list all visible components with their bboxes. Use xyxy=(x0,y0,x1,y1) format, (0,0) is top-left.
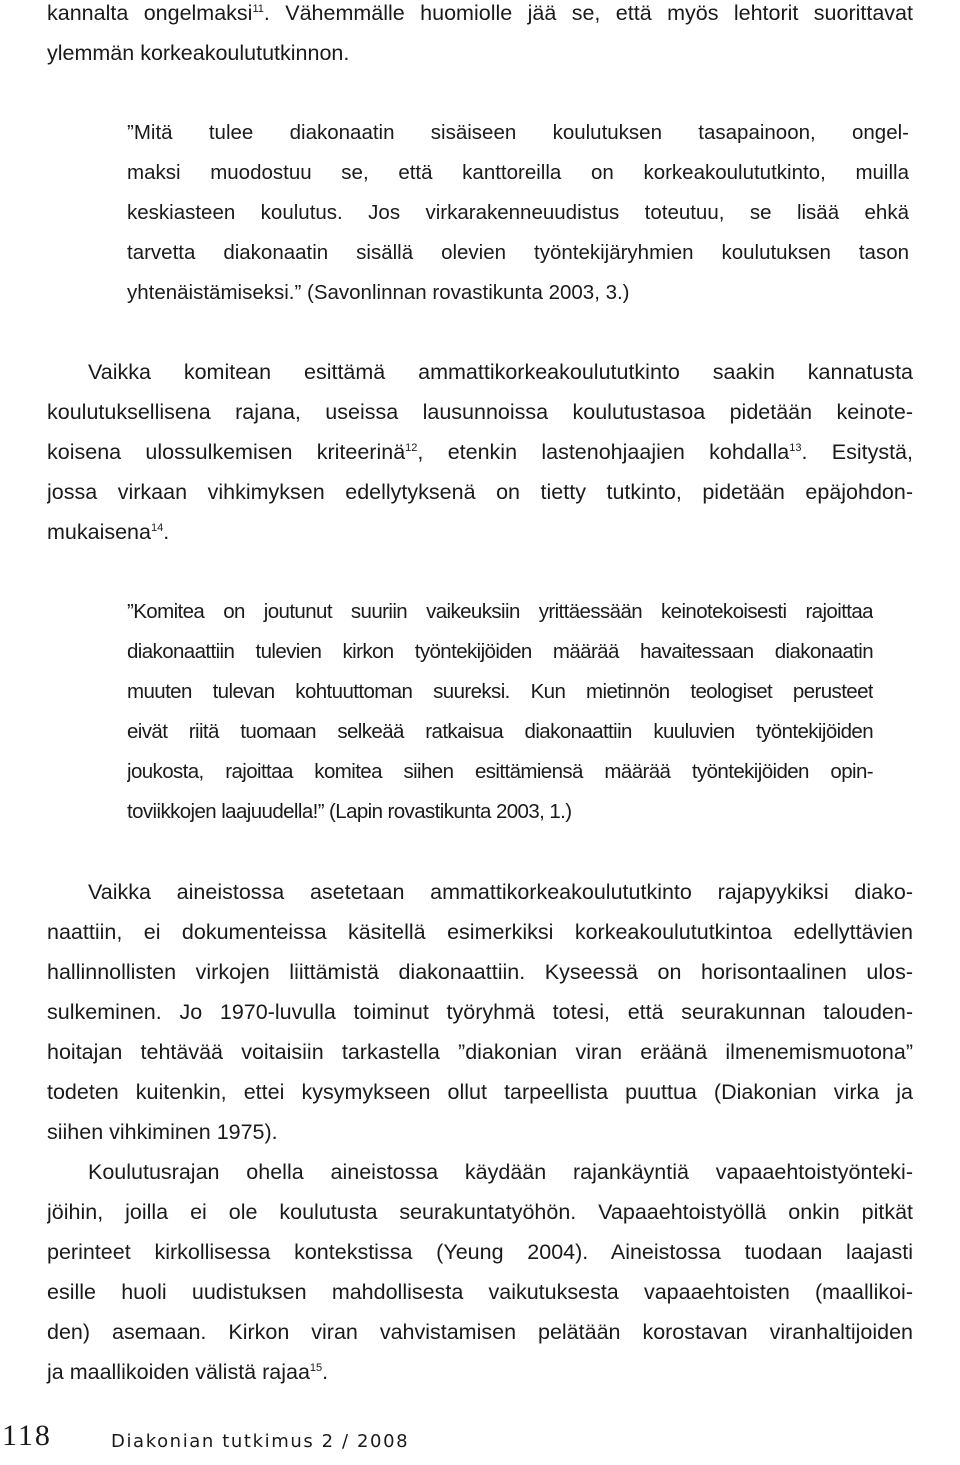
quote-line: maksi muodostuu se, että kanttoreilla on korkeakoulututkinto, muilla xyxy=(127,161,909,184)
paragraph-line: perinteet kirkollisessa kontekstissa (Yeung 2004). Aineistossa tuodaan laajasti xyxy=(47,1240,913,1264)
quote-line: tarvetta diakonaatin sisällä olevien työntekijäryhmien koulutuksen tason xyxy=(127,241,909,264)
quote-line: eivät riitä tuomaan selkeää ratkaisua diakonaattiin kuuluvien työntekijöiden xyxy=(127,720,873,743)
text-run: ja maallikoiden välistä rajaa xyxy=(47,1360,310,1384)
paragraph-line: jöihin, joilla ei ole koulutusta seurakuntatyöhön. Vapaaehtoistyöllä onkin pitkät xyxy=(47,1200,913,1224)
text-run: kannalta ongelmaksi xyxy=(47,1,253,25)
paragraph-line: jossa virkaan vihkimyksen edellytyksenä on tietty tutkinto, pidetään epäjohdon- xyxy=(47,480,913,504)
text-run: . xyxy=(322,1360,329,1384)
page-number: 118 xyxy=(2,1419,52,1452)
paragraph-line: koulutuksellisena rajana, useissa lausunnoissa koulutustasoa pidetään keinote- xyxy=(47,400,913,424)
text-run: , etenkin lastenohjaajien kohdalla xyxy=(417,440,790,464)
text-run: koisena ulossulkemisen kriteerinä xyxy=(47,440,406,464)
quote-line: yhtenäistämiseksi.” (Savonlinnan rovastikunta 2003, 3.) xyxy=(127,281,630,304)
footnote-ref: 11 xyxy=(252,2,264,15)
paragraph-line xyxy=(47,0,913,33)
paragraph-line: Vaikka aineistossa asetetaan ammattikorkeakoulututkinto rajapyykiksi diako- xyxy=(88,880,913,904)
text-run: . xyxy=(163,520,170,544)
paragraph-line: naattiin, ei dokumenteissa käsitellä esimerkiksi korkeakoulututkintoa edellyttävien xyxy=(47,920,913,944)
paragraph-line: siihen vihkiminen 1975). xyxy=(47,1120,278,1144)
quote-line: joukosta, rajoittaa komitea siihen esittämiensä määrää työntekijöiden opin- xyxy=(127,760,873,783)
journal-title: Diakonian tutkimus 2 / 2008 xyxy=(111,1431,410,1452)
paragraph-line: todeten kuitenkin, ettei kysymykseen ollut tarpeellista puuttua (Diakonian virka ja xyxy=(47,1080,913,1104)
paragraph-line: den) asemaan. Kirkon viran vahvistamisen pelätään korostavan viranhaltijoiden xyxy=(47,1320,913,1344)
paragraph-line: ylemmän korkeakoulututkinnon. xyxy=(47,41,350,65)
paragraph-line: esille huoli uudistuksen mahdollisesta vaikutuksesta vapaaehtoisten (maallikoi- xyxy=(47,1280,913,1304)
text-run: . Esitystä, xyxy=(801,440,913,464)
footnote-ref: 12 xyxy=(405,441,418,454)
paragraph-line: hoitajan tehtävää voitaisiin tarkastella ”diakonian viran eräänä ilmenemismuotona” xyxy=(47,1040,913,1064)
paragraph-line: Koulutusrajan ohella aineistossa käydään rajankäyntiä vapaaehtoistyönteki- xyxy=(88,1160,913,1184)
paragraph-line xyxy=(47,432,913,472)
footnote-ref: 14 xyxy=(150,521,164,534)
quote-line: keskiasteen koulutus. Jos virkarakenneuudistus toteutuu, se lisää ehkä xyxy=(127,201,909,224)
quote-line: muuten tulevan kohtuuttoman suureksi. Kun mietinnön teologiset perusteet xyxy=(127,680,873,703)
text-run: mukaisena xyxy=(47,520,151,544)
quote-line: diakonaattiin tulevien kirkon työntekijöiden määrää havaitessaan diakonaatin xyxy=(127,640,873,663)
paragraph-line: hallinnollisten virkojen liittämistä diakonaattiin. Kyseessä on horisontaalinen ulos- xyxy=(47,960,913,984)
text-run: . Vähemmälle huomiolle jää se, että myös lehtorit suorittavat xyxy=(263,1,913,25)
paragraph-line xyxy=(47,512,169,552)
footnote-ref: 13 xyxy=(789,441,802,454)
quote-line: toviikkojen laajuudella!” (Lapin rovastikunta 2003, 1.) xyxy=(127,800,572,823)
paragraph-line: Vaikka komitean esittämä ammattikorkeakoulututkinto saakin kannatusta xyxy=(88,360,913,384)
footnote-ref: 15 xyxy=(309,1361,323,1374)
paragraph-line: sulkeminen. Jo 1970-luvulla toiminut työryhmä totesi, että seurakunnan talouden- xyxy=(47,1000,913,1024)
quote-line: ”Mitä tulee diakonaatin sisäiseen koulutuksen tasapainoon, ongel- xyxy=(127,121,909,144)
quote-line: ”Komitea on joutunut suuriin vaikeuksiin yrittäessään keinotekoisesti rajoittaa xyxy=(127,600,873,623)
paragraph-line xyxy=(47,1352,328,1392)
